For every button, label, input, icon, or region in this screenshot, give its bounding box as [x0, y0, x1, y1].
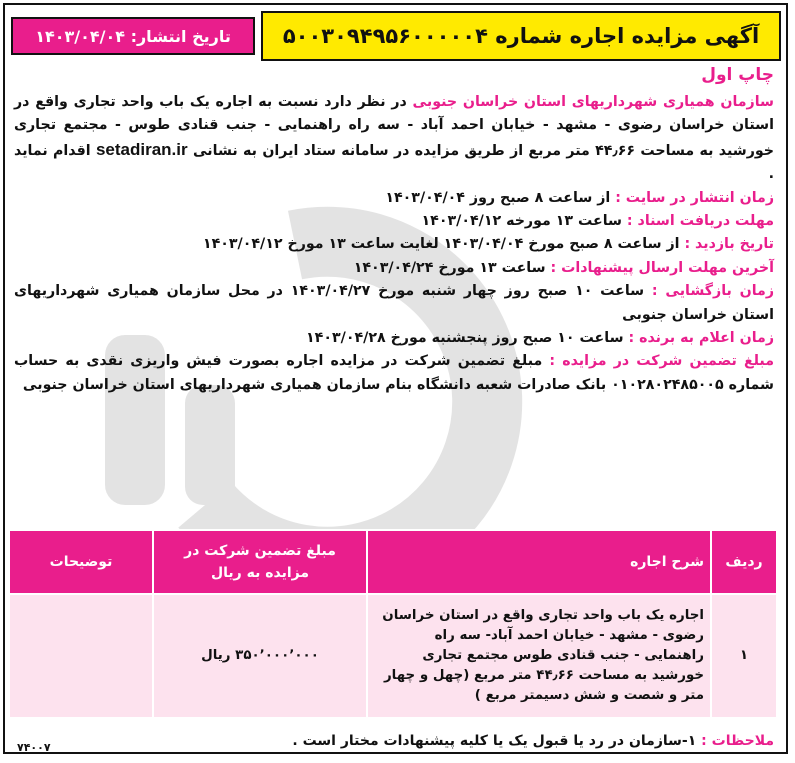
item-value: از ساعت ۸ صبح روز ۱۴۰۳/۰۴/۰۴: [385, 189, 616, 206]
item-value: ساعت ۱۰ صبح روز چهار شنبه مورخ ۱۴۰۳/۰۴/۲۷ در محل سازمان همیاری شهرداریهای استان خراسان جنوبی: [14, 283, 774, 323]
website-link: setadiran.ir: [95, 139, 188, 159]
col-header-row-number: ردیف: [711, 530, 777, 594]
item-value: ساعت ۱۰ صبح روز پنجشنبه مورخ ۱۴۰۳/۰۴/۲۸: [306, 330, 629, 347]
item-label: زمان اعلام به برنده :: [628, 330, 774, 347]
cell-description: اجاره یک باب واحد تجاری واقع در استان خراسان رضوی - مشهد - خیابان احمد آباد- سه راه راهنمایی - جنب قنادی طوس مجتمع تجاری خورشید به مساحت ۴۴٫۶۶ متر مربع (چهل و چهار متر و شصت و شش دسیمتر مربع ): [367, 594, 711, 718]
item-winner-announcement: [14, 327, 774, 350]
ad-code: ۷۴۰۰۷: [17, 741, 51, 754]
remarks-label: ملاحظات :: [701, 733, 774, 749]
intro-paragraph: [14, 91, 774, 187]
rental-table: [8, 529, 778, 719]
item-document-deadline: [14, 210, 774, 233]
item-label: زمان انتشار در سایت :: [615, 189, 774, 206]
cell-guarantee-amount: ۳۵۰٬۰۰۰٬۰۰۰ ریال: [153, 594, 367, 718]
item-value: مبلغ تضمین شرکت در مزایده اجاره بصورت فیش واریزی نقدی به حساب شماره ۰۱۰۲۸۰۲۴۸۵۰۰۵ بانک صادرات شعبه دانشگاه بنام سازمان همیاری شهرداریهای استان خراسان جنوبی: [14, 353, 774, 393]
item-opening-time: [14, 280, 774, 327]
item-label: زمان بازگشایی :: [651, 283, 774, 300]
item-offer-deadline: [14, 257, 774, 280]
print-edition: چاپ اول: [701, 65, 774, 85]
table-row: [9, 594, 777, 718]
col-header-guarantee-amount: مبلغ تضمین شرکت در مزایده به ریال: [153, 530, 367, 594]
intro-text-1: در نظر دارد نسبت به اجاره یک باب واحد تجاری واقع در استان خراسان رضوی - مشهد - خیابان احمد آباد - سه راه راهنمایی - جنب قنادی طوس - مجتمع تجاری خورشید به مساحت ۴۴٫۶۶ متر مربع از طریق مزایده در سامانه ستاد ایران به نشانی: [14, 94, 774, 159]
cell-notes: [9, 594, 153, 718]
table-header-row: [9, 530, 777, 594]
col-header-description: شرح اجاره: [367, 530, 711, 594]
item-label: تاریخ بازدید :: [684, 236, 774, 253]
header: [11, 11, 781, 61]
ad-frame: [3, 3, 788, 754]
cell-row-number: ۱: [711, 594, 777, 718]
publish-date: تاریخ انتشار: ۱۴۰۳/۰۴/۰۴: [11, 17, 255, 55]
item-value: ساعت ۱۳ مورخه ۱۴۰۳/۰۴/۱۲: [421, 213, 627, 230]
org-name: سازمان همیاری شهرداریهای استان خراسان جنوبی: [412, 94, 775, 110]
item-visit-date: [14, 233, 774, 256]
ad-body: [14, 91, 774, 397]
item-guarantee: [14, 350, 774, 397]
col-header-notes: توضیحات: [9, 530, 153, 594]
item-value: ساعت ۱۳ مورخ ۱۴۰۳/۰۴/۲۴: [353, 259, 551, 276]
item-value: از ساعت ۸ صبح مورخ ۱۴۰۳/۰۴/۰۴ لغایت ساعت ۱۳ مورخ ۱۴۰۳/۰۴/۱۲: [202, 236, 685, 253]
item-label: آخرین مهلت ارسال پیشنهادات :: [550, 259, 774, 276]
remarks-text: ۱-سازمان در رد یا قبول یک یا کلیه پیشنهادات مختار است .: [292, 733, 697, 749]
ad-title: آگهی مزایده اجاره شماره ۵۰۰۳۰۹۴۹۵۶۰۰۰۰۰۴: [261, 11, 781, 61]
item-label: مهلت دریافت اسناد :: [626, 213, 774, 230]
item-label: مبلغ تضمین شرکت در مزایده :: [549, 353, 775, 370]
intro-text-2: اقدام نماید .: [14, 142, 774, 183]
item-publish-time: [14, 187, 774, 210]
remarks: [292, 733, 774, 749]
